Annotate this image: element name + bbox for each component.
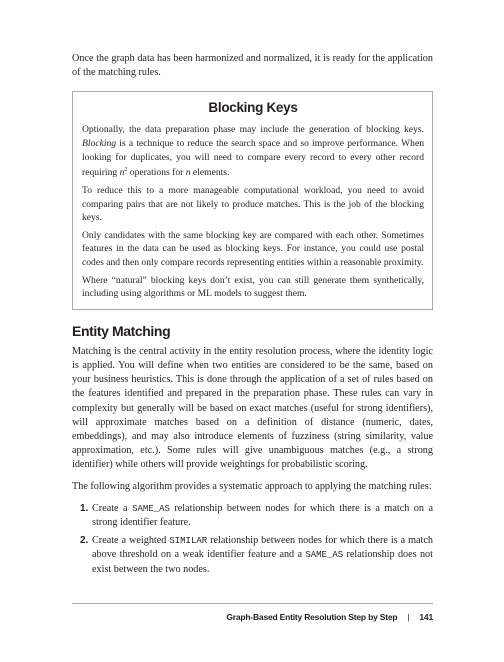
chapter-title: Graph-Based Entity Resolution Step by Step [226,612,398,622]
sidebar-paragraph-1: Optionally, the data preparation phase may include the generation of blocking keys. Blocking is a technique to reduce the search space and so improve performance. When looking for duplicates, you will need to compare every record to every other record requiring $n^2$ operations for n elements. [82,124,424,179]
step-number: 2. [80,535,89,547]
intro-paragraph: Once the graph data has been harmonized and normalized, it is ready for the application of the matching rules. [72,53,433,79]
section-heading: Entity Matching [72,322,171,339]
sidebar-title: Blocking Keys [208,100,298,116]
step-number: 1. [80,502,89,514]
page-content [72,52,433,581]
sidebar-paragraph-2: To reduce this to a more manageable computational workload, you need to avoid comparing pairs that are not likely to produce matches. This is the job of the blocking keys. [82,184,424,224]
footer-separator: | [407,612,410,622]
algorithm-steps [72,502,433,577]
page-number: 141 [419,612,433,622]
list-item: 2. Create a weighted SIMILAR relationship between nodes for which there is a match above threshold on a weak identifier feature and a SAME_AS relationship does not exist between the two nodes. [80,535,433,575]
list-item: 1. Create a SAME_AS relationship between nodes for which there is a match on a strong identifier feature. [80,502,433,528]
sidebar-paragraph-4: Where “natural” blocking keys don’t exist, you can still generate them synthetically, including using algorithms or ML models to suggest them. [82,274,424,300]
sidebar-paragraph-3: Only candidates with the same blocking key are compared with each other. Sometimes features in the data can be used as blocking keys. For instance, you could use postal codes and then only compare records representing entities within a reasonable proximity. [82,229,424,268]
page-footer [226,612,433,622]
section-paragraph-2: The following algorithm provides a systematic approach to applying the matching rules: [72,480,432,492]
footer-rule [72,603,433,604]
blocking-keys-sidebar [72,91,433,309]
section-paragraph-1: Matching is the central activity in the entity resolution process, where the identity logic is applied. You will define when two entities are considered to be the same, based on your business heuristics. This is done through the application of a set of rules based on the features identified and prepared in the preparation phase. These rules can vary in complexity but generally will be based on exact matches (useful for strong identifiers), will approximate matches based on a definition of distance (numeric, dates, embeddings), and may also introduce elements of fuzziness (string similarity, value approximation, etc.). Some rules will give unambiguous matches (e.g., a strong identifier) while others will provide weightings for probabilistic scoring. [72,345,433,471]
